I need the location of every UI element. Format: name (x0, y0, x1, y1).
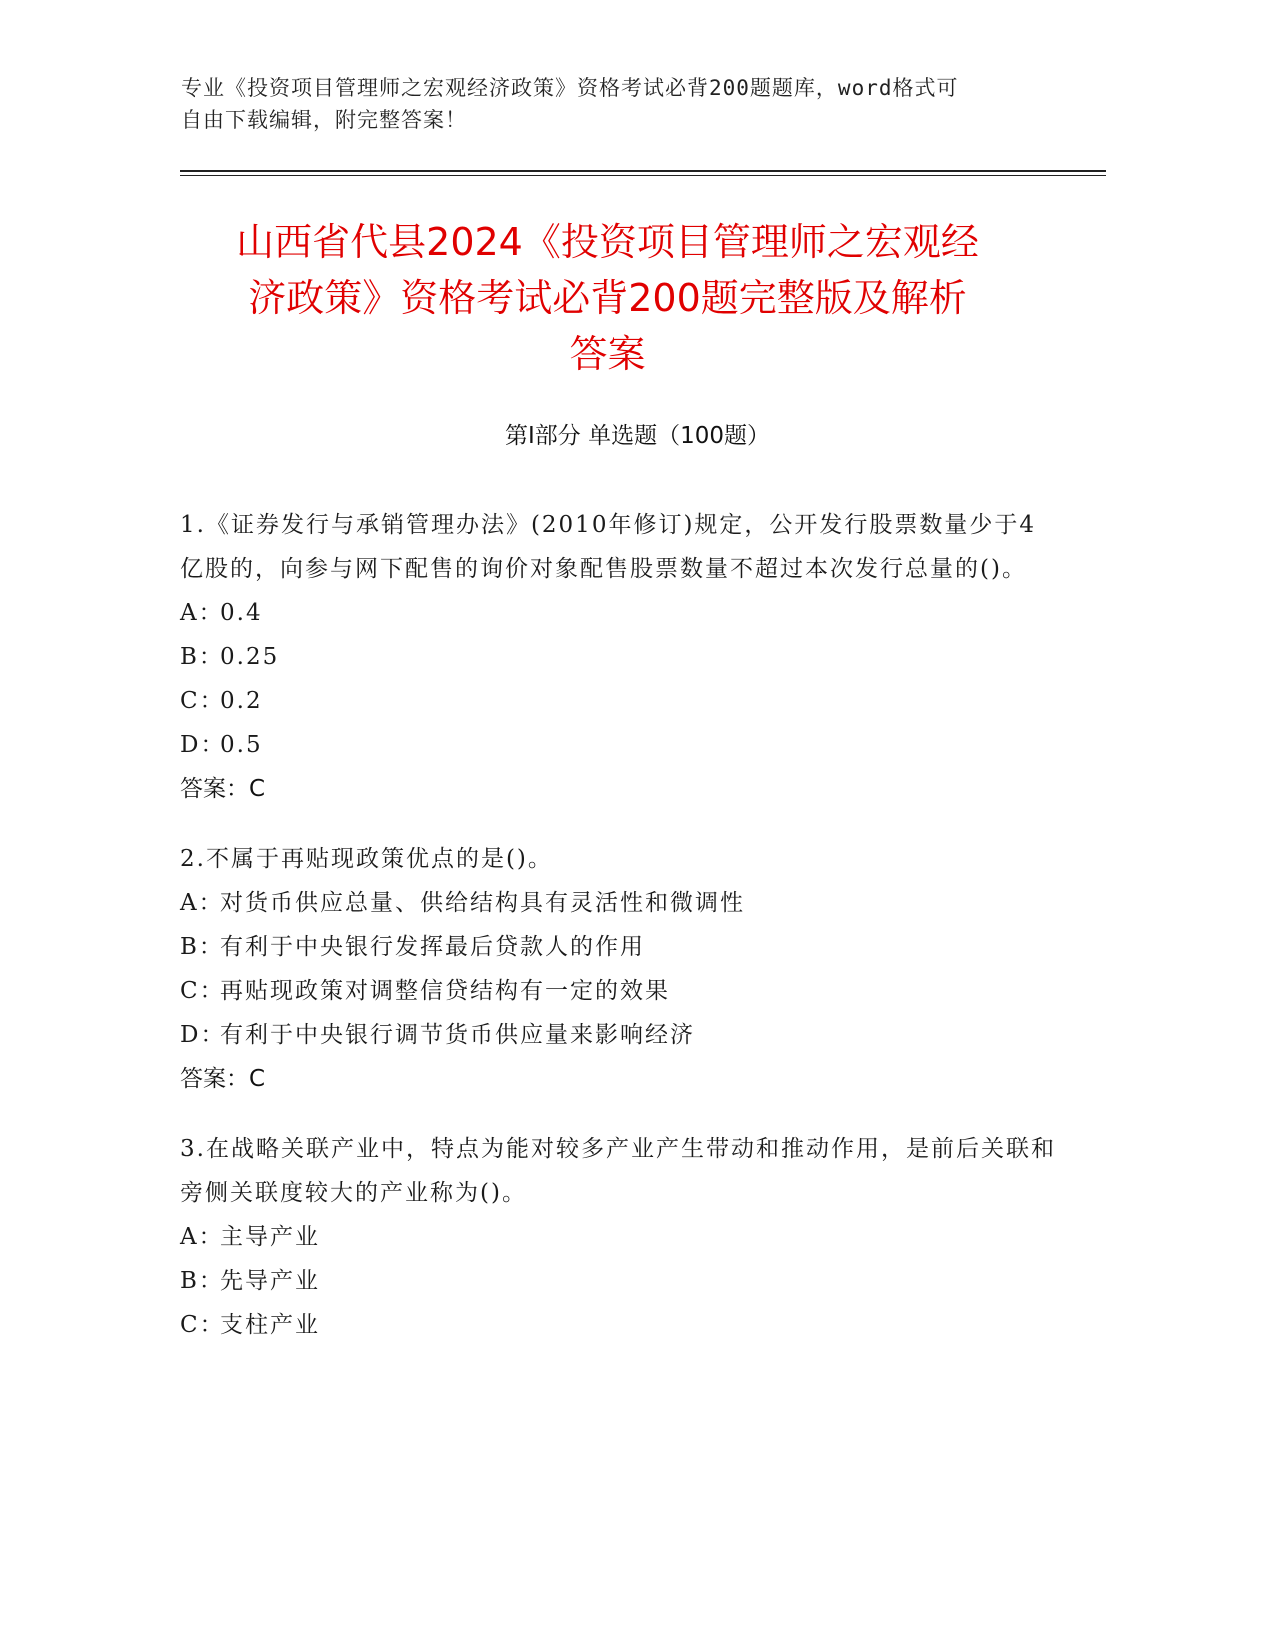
option-c (180, 969, 1060, 1013)
option-text: 有利于中央银行发挥最后贷款人的作用 (220, 934, 645, 960)
title-line-1: 山西省代县2024《投资项目管理师之宏观经 (236, 220, 979, 264)
option-text: 0.25 (220, 644, 280, 670)
option-key: B： (180, 644, 224, 670)
header-divider-thick (180, 170, 1106, 172)
option-key: D： (180, 1022, 226, 1048)
option-text: 有利于中央银行调节货币供应量来影响经济 (220, 1022, 695, 1048)
title-line-2: 济政策》资格考试必背200题完整版及解析 (248, 276, 967, 320)
header-divider-thin (180, 175, 1106, 176)
section-heading: 第Ⅰ部分 单选题（100题） (505, 423, 770, 449)
option-key: C： (180, 688, 225, 714)
option-key: C： (180, 978, 225, 1004)
option-c (180, 679, 1060, 723)
title-line-3: 答案 (569, 332, 646, 376)
answer-line: 答案：C (180, 1066, 266, 1092)
question-stem: 3.在战略关联产业中，特点为能对较多产业产生带动和推动作用，是前后关联和旁侧关联度较大的产业称为()。 (180, 1136, 1056, 1206)
option-text: 对货币供应总量、供给结构具有灵活性和微调性 (220, 890, 745, 916)
option-text: 0.4 (220, 600, 263, 626)
question-2 (180, 837, 1060, 1101)
option-text: 先导产业 (220, 1268, 320, 1294)
question-1 (180, 503, 1060, 811)
question-list (180, 503, 1060, 1373)
option-c (180, 1303, 1060, 1347)
option-b (180, 635, 1060, 679)
option-a (180, 591, 1060, 635)
option-key: C： (180, 1312, 225, 1338)
option-key: D： (180, 732, 226, 758)
option-a (180, 1215, 1060, 1259)
option-d (180, 723, 1060, 767)
header-note (181, 72, 1041, 136)
question-3 (180, 1127, 1060, 1347)
option-text: 主导产业 (220, 1224, 320, 1250)
option-text: 0.5 (220, 732, 263, 758)
option-text: 支柱产业 (220, 1312, 320, 1338)
option-text: 再贴现政策对调整信贷结构有一定的效果 (220, 978, 670, 1004)
option-d (180, 1013, 1060, 1057)
option-text: 0.2 (220, 688, 263, 714)
question-stem: 2.不属于再贴现政策优点的是()。 (180, 846, 553, 872)
option-key: A： (180, 600, 224, 626)
option-a (180, 881, 1060, 925)
option-key: B： (180, 1268, 224, 1294)
option-b (180, 1259, 1060, 1303)
header-note-line-1: 专业《投资项目管理师之宏观经济政策》资格考试必背200题题库，word格式可 (181, 76, 959, 100)
answer-line: 答案：C (180, 776, 266, 802)
document-title (150, 214, 1065, 382)
option-key: A： (180, 890, 224, 916)
question-stem: 1.《证券发行与承销管理办法》(2010年修订)规定，公开发行股票数量少于4亿股的，向参与网下配售的询价对象配售股票数量不超过本次发行总量的()。 (180, 512, 1037, 582)
option-b (180, 925, 1060, 969)
option-key: B： (180, 934, 224, 960)
header-note-line-2: 自由下载编辑，附完整答案！ (181, 108, 467, 132)
option-key: A： (180, 1224, 224, 1250)
